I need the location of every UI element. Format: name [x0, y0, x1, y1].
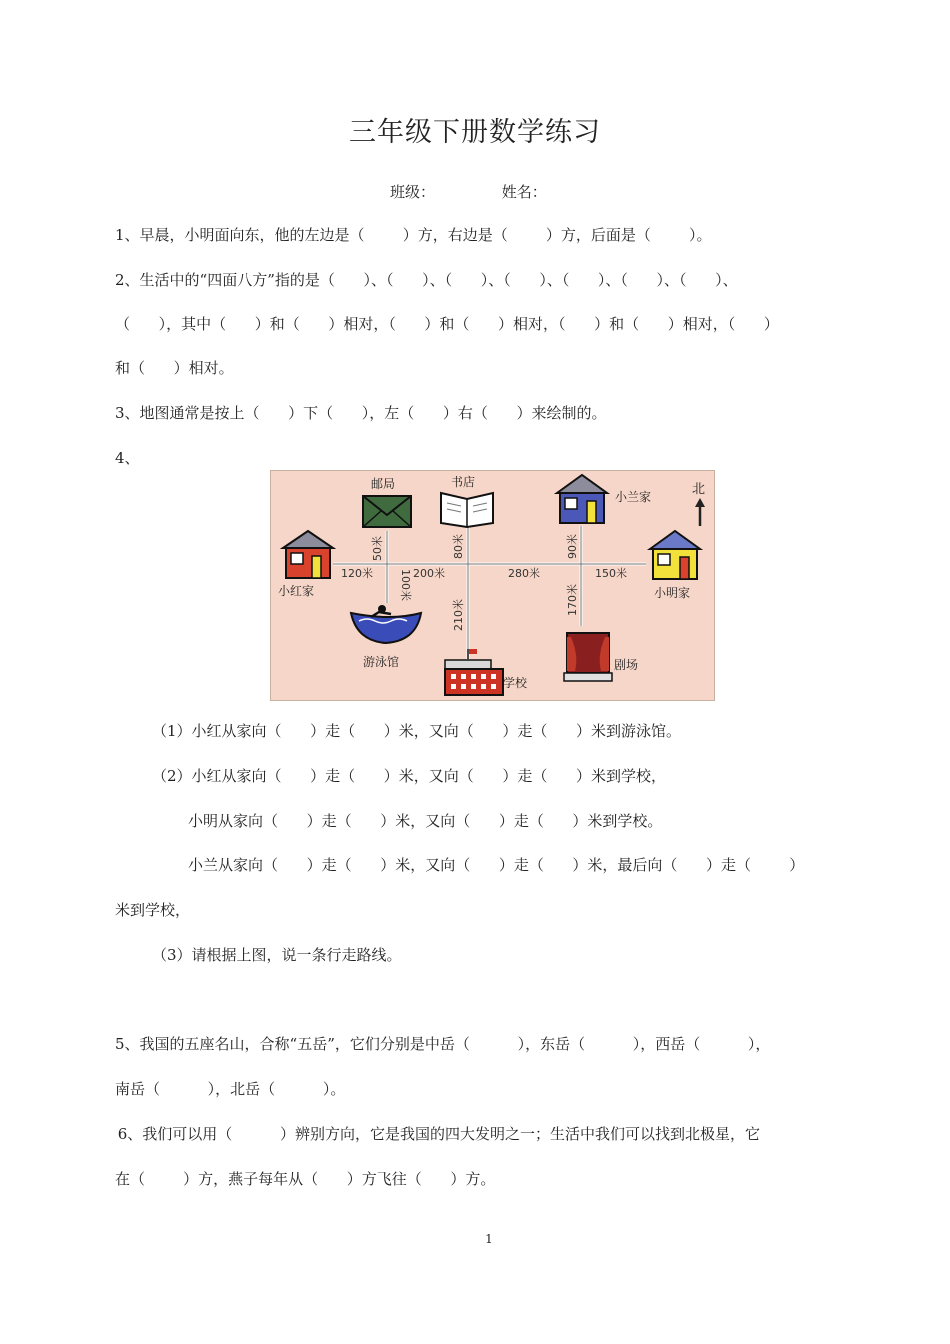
theater-label: 剧场: [614, 658, 639, 672]
theater-icon: [564, 633, 612, 681]
class-name-line: 班级： 姓名：: [390, 183, 547, 201]
question-2-line-2: （ ），其中（ ）和（ ）相对，（ ）和（ ）相对，（ ）和（ ）相对，（ ）: [115, 315, 779, 333]
distance-label: 210米: [452, 599, 465, 631]
question-6-line-2: 在（ ）方，燕子每年从（ ）方飞往（ ）方。: [115, 1170, 496, 1188]
distance-label: 50米: [371, 536, 384, 561]
xiaoming-home-icon: [650, 531, 700, 579]
xiaoming-home-label: 小明家: [654, 586, 691, 600]
question-4-2-line-3: 小兰从家向（ ）走（ ）米，又向（ ）走（ ）米，最后向（ ）走（ ）: [188, 856, 805, 874]
xiaolan-home-label: 小兰家: [615, 490, 652, 504]
distance-label: 90米: [566, 534, 579, 559]
school-label: 学校: [503, 676, 528, 690]
distance-label: 280米: [508, 567, 540, 580]
xiaohong-home-icon: [283, 531, 333, 578]
distance-label: 170米: [566, 584, 579, 616]
swimming-pool-icon: [351, 605, 421, 643]
school-icon: [445, 649, 503, 695]
question-2-line-1: 2、生活中的“四面八方”指的是（ ）、（ ）、（ ）、（ ）、（ ）、（ ）、（ ）、: [115, 271, 738, 289]
distance-label: 200米: [413, 567, 445, 580]
question-5-line-2: 南岳（ ），北岳（ ）。: [115, 1080, 346, 1098]
question-4-1: （1）小红从家向（ ）走（ ）米，又向（ ）走（ ）米到游泳馆。: [152, 722, 681, 740]
question-4-2-line-1: （2）小红从家向（ ）走（ ）米，又向（ ）走（ ）米到学校，: [152, 767, 666, 785]
question-4-3: （3）请根据上图，说一条行走路线。: [152, 946, 402, 964]
post-office-label: 邮局: [371, 477, 396, 491]
north-arrow-icon: [695, 498, 705, 526]
page-number: 1: [485, 1232, 493, 1246]
distance-label: 120米: [341, 567, 373, 580]
distance-label: 100米: [399, 569, 412, 601]
question-6-line-1: 6、我们可以用（ ）辨别方向，它是我国的四大发明之一；生活中我们可以找到北极星，它: [113, 1125, 760, 1143]
swimming-pool-label: 游泳馆: [363, 655, 400, 669]
question-2-line-3: 和（ ）相对。: [115, 359, 234, 377]
distance-label: 150米: [595, 567, 627, 580]
question-1: 1、早晨，小明面向东，他的左边是（ ）方，右边是（ ）方，后面是（ ）。: [115, 226, 712, 244]
question-4-2-line-4: 米到学校，: [115, 901, 191, 919]
question-5-line-1: 5、我国的五座名山，合称“五岳”，它们分别是中岳（ ），东岳（ ），西岳（ ），: [115, 1035, 771, 1053]
xiaohong-home-label: 小红家: [278, 584, 315, 598]
question-4-2-line-2: 小明从家向（ ）走（ ）米，又向（ ）走（ ）米到学校。: [188, 812, 663, 830]
bookstore-icon: [441, 493, 493, 527]
question-4-label: 4、: [115, 449, 140, 467]
bookstore-label: 书店: [451, 475, 476, 489]
direction-map: [270, 470, 715, 701]
xiaolan-home-icon: [557, 475, 607, 523]
page-title: 三年级下册数学练习: [349, 117, 601, 148]
post-office-icon: [363, 496, 411, 527]
question-3: 3、地图通常是按上（ ）下（ ），左（ ）右（ ）来绘制的。: [115, 404, 607, 422]
north-label: 北: [692, 482, 706, 497]
distance-label: 80米: [452, 534, 465, 559]
